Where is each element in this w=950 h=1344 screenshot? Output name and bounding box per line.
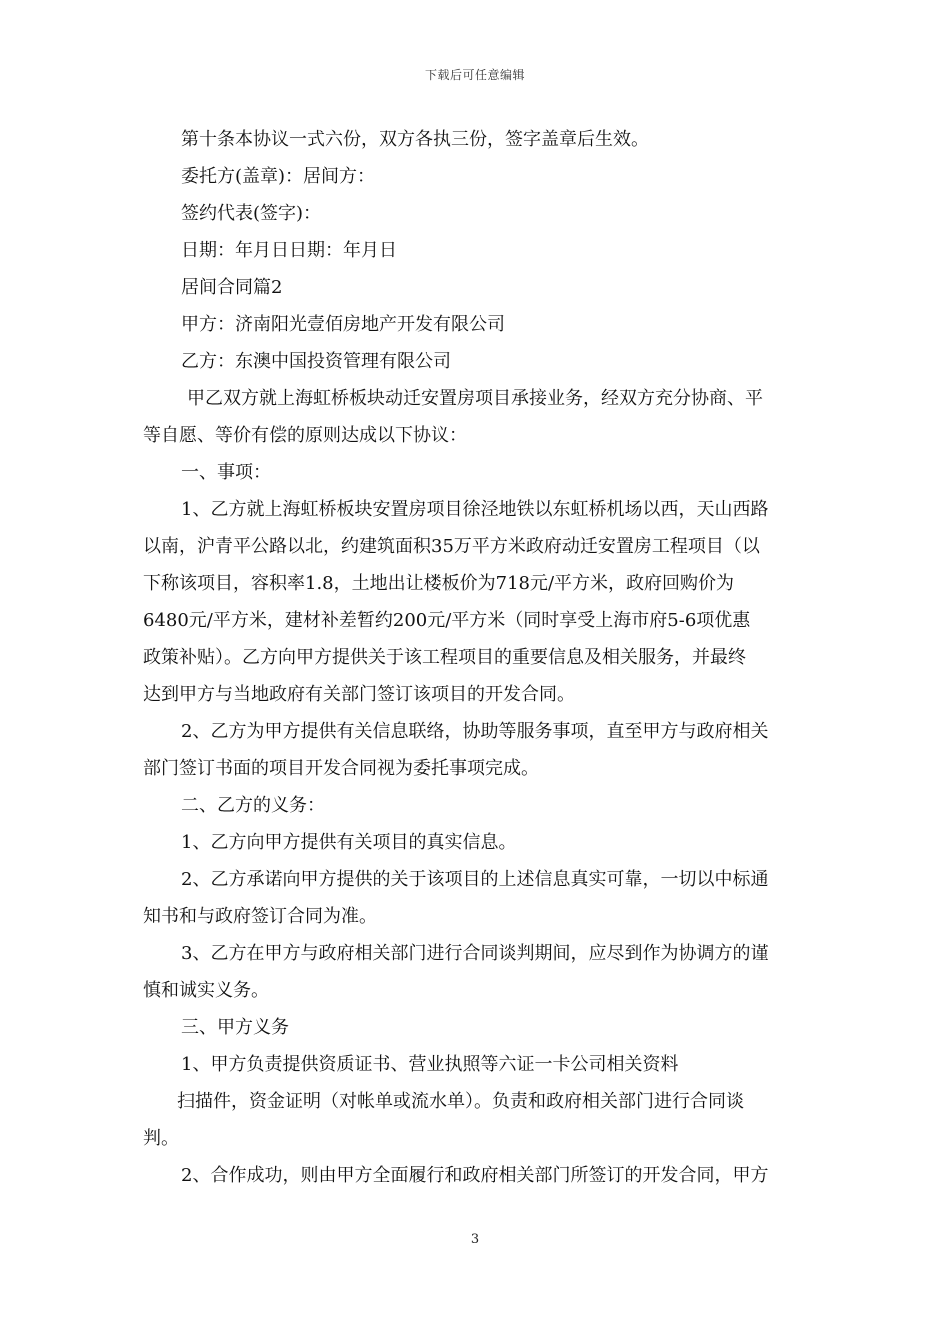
text-line: 以南，沪青平公路以北，约建筑面积35万平方米政府动迁安置房工程项目（以 (143, 536, 760, 557)
text-line: 三、甲方义务 (181, 1017, 289, 1038)
text-line: 判。 (143, 1128, 179, 1149)
text-line: 一、事项： (181, 462, 271, 483)
text-line: 下称该项目，容积率1.8，土地出让楼板价为718元/平方米，政府回购价为 (143, 573, 735, 594)
text-line: 政策补贴）。乙方向甲方提供关于该工程项目的重要信息及相关服务，并最终 (143, 647, 746, 668)
text-line: 甲方：济南阳光壹佰房地产开发有限公司 (181, 314, 505, 335)
text-line: 2、乙方为甲方提供有关信息联络，协助等服务事项，直至甲方与政府相关 (181, 721, 769, 742)
text-line: 居间合同篇2 (181, 277, 283, 298)
text-line: 知书和与政府签订合同为准。 (143, 906, 377, 927)
text-line: 签约代表(签字)： (181, 203, 322, 224)
text-line: 二、乙方的义务： (181, 795, 325, 816)
text-line: 扫描件，资金证明（对帐单或流水单）。负责和政府相关部门进行合同谈 (177, 1091, 744, 1112)
text-line: 慎和诚实义务。 (143, 980, 269, 1001)
text-line: 2、乙方承诺向甲方提供的关于该项目的上述信息真实可靠，一切以中标通 (181, 869, 769, 890)
text-line: 1、乙方就上海虹桥板块安置房项目徐泾地铁以东虹桥机场以西，天山西路 (181, 499, 769, 520)
text-line: 等自愿、等价有偿的原则达成以下协议： (143, 425, 467, 446)
text-line: 日期：年月日日期：年月日 (181, 240, 397, 261)
text-line: 达到甲方与当地政府有关部门签订该项目的开发合同。 (143, 684, 575, 705)
text-line: 乙方：东澳中国投资管理有限公司 (181, 351, 451, 372)
text-line: 6480元/平方米，建材补差暂约200元/平方米（同时享受上海市府5-6项优惠 (143, 610, 751, 631)
page-number: 3 (470, 1232, 480, 1247)
text-line: 部门签订书面的项目开发合同视为委托事项完成。 (143, 758, 539, 779)
text-line: 甲乙双方就上海虹桥板块动迁安置房项目承接业务，经双方充分协商、平 (187, 388, 763, 409)
text-line: 1、甲方负责提供资质证书、营业执照等六证一卡公司相关资料 (181, 1054, 679, 1075)
text-line: 第十条本协议一式六份，双方各执三份，签字盖章后生效。 (181, 129, 649, 150)
document-body (143, 121, 811, 1194)
header-note: 下载后可任意编辑 (424, 68, 525, 82)
text-line: 1、乙方向甲方提供有关项目的真实信息。 (181, 832, 517, 853)
text-line: 2、合作成功，则由甲方全面履行和政府相关部门所签订的开发合同，甲方 (181, 1165, 769, 1186)
text-line: 委托方(盖章)：居间方： (181, 166, 376, 187)
text-line: 3、乙方在甲方与政府相关部门进行合同谈判期间，应尽到作为协调方的谨 (181, 943, 769, 964)
